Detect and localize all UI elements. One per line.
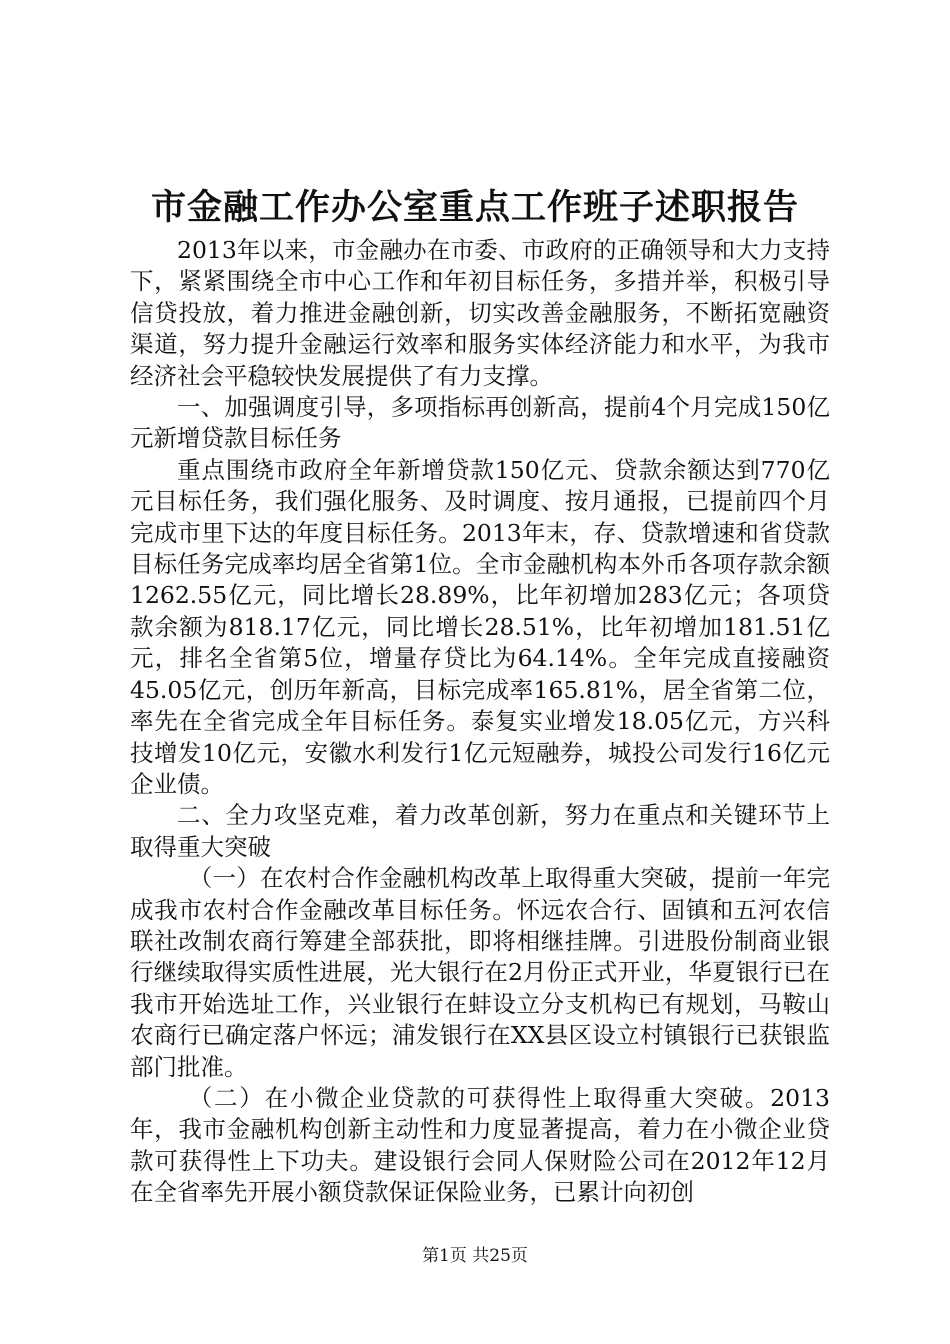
page-number-footer: 第1页 共25页 (422, 1246, 528, 1266)
section-heading-2: 二、全力攻坚克难，着力改革创新，努力在重点和关键环节上取得重大突破 (130, 801, 830, 861)
section-heading-1: 一、加强调度引导，多项指标再创新高，提前4个月完成150亿元新增贷款目标任务 (130, 393, 830, 453)
section-1-paragraph: 重点围绕市政府全年新增贷款150亿元、贷款余额达到770亿元目标任务，我们强化服务、及时调度、按月通报，已提前四个月完成市里下达的年度目标任务。2013年末，存、贷款增速和省贷款目标任务完成率均居全省第1位。全市金融机构本外币各项存款余额1262.55亿元，同比增长28.89%，比年初增加283亿元；各项贷款余额为818.17亿元，同比增长28.51%，比年初增加181.51亿元，排名全省第5位，增量存贷比为64.14%。全年完成直接融资45.05亿元，创历年新高，目标完成率165.81%，居全省第二位，率先在全省完成全年目标任务。泰复实业增发18.05亿元，方兴科技增发10亿元，安徽水利发行1亿元短融券，城投公司发行16亿元企业债。 (130, 455, 830, 798)
document-title: 市金融工作办公室重点工作班子述职报告 (150, 187, 799, 228)
intro-paragraph: 2013年以来，市金融办在市委、市政府的正确领导和大力支持下，紧紧围绕全市中心工作和年初目标任务，多措并举，积极引导信贷投放，着力推进金融创新，切实改善金融服务，不断拓宽融资渠道，努力提升金融运行效率和服务实体经济能力和水平，为我市经济社会平稳较快发展提供了有力支撑。 (130, 236, 830, 390)
subsection-2-paragraph: （二）在小微企业贷款的可获得性上取得重大突破。2013年，我市金融机构创新主动性和力度显著提高，着力在小微企业贷款可获得性上下功夫。建设银行会同人保财险公司在2012年12月在全省率先开展小额贷款保证保险业务，已累计向初创 (130, 1083, 830, 1207)
subsection-1-paragraph: （一）在农村合作金融机构改革上取得重大突破，提前一年完成我市农村合作金融改革目标任务。怀远农合行、固镇和五河农信联社改制农商行筹建全部获批，即将相继挂牌。引进股份制商业银行继续取得实质性进展，光大银行在2月份正式开业，华夏银行已在我市开始选址工作，兴业银行在蚌设立分支机构已有规划，马鞍山农商行已确定落户怀远；浦发银行在XX县区设立村镇银行已获银监部门批准。 (130, 864, 830, 1081)
document-body (130, 235, 830, 1209)
